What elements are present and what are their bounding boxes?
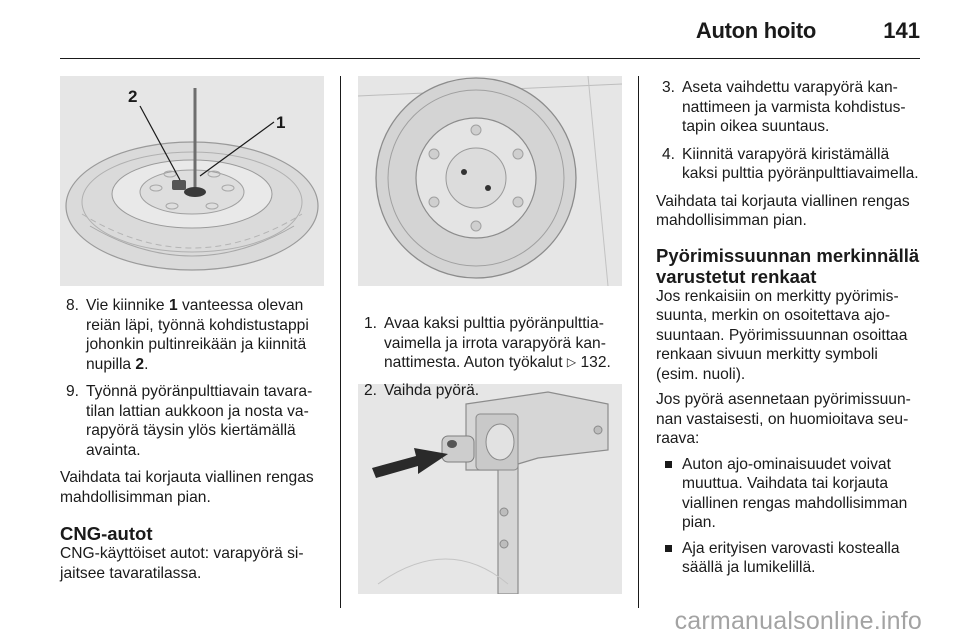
section-title: Auton hoito	[695, 18, 816, 43]
caution-item: Aja erityisen varovasti kostealla säällä ja lumikelillä.	[656, 539, 920, 578]
page-number: 141	[883, 18, 920, 43]
column-3-text	[656, 78, 920, 584]
bullet-icon	[665, 545, 672, 552]
steps-list-2	[358, 314, 624, 400]
callout-1: 1	[276, 113, 286, 132]
column-1-text	[60, 296, 326, 583]
steps-list-1	[60, 296, 326, 460]
spare-wheel-in-holder-illustration	[358, 76, 622, 286]
step-8: 8. Vie kiinnike 1 vanteessa olevan reiän läpi, työnnä kohdistustappi johonkin pultinreikään ja kiinnitä nupilla 2.	[66, 297, 309, 373]
page-header	[60, 0, 920, 59]
column-divider-2	[638, 76, 639, 608]
repair-note-2: Vaihdata tai korjauta viallinen rengas mahdollisimman pian.	[656, 192, 910, 229]
reverse-mount-text: Jos pyörä asennetaan pyörimissuunnan vastaisesti, on huomioitava seuraava:	[656, 391, 911, 447]
steps-list-3	[656, 78, 920, 184]
repair-note: Vaihdata tai korjauta viallinen rengas mahdollisimman pian.	[60, 469, 314, 506]
watermark: carmanualsonline.info	[674, 607, 922, 635]
cng-text: CNG-käyttöiset autot: varapyörä sijaitsee tavaratilassa.	[60, 545, 304, 582]
page-reference-link[interactable]: 132.	[576, 354, 611, 371]
step-3: 3. Aseta vaihdettu varapyörä kannattimeen ja varmista kohdistustapin oikea suuntaus.	[662, 79, 906, 135]
spare-wheel-bolt-illustration	[60, 76, 324, 286]
cng-heading: CNG-autot	[60, 523, 153, 544]
direction-text: Jos renkaisiin on merkitty pyörimissuunta, merkin on osoitettava ajosuuntaan. Pyörimissuunnan osoittaa renkaan sivuun merkitty symboli (esim. nuoli).	[656, 287, 908, 383]
callout-2: 2	[128, 87, 138, 106]
wheel-holder-arrow-illustration	[358, 384, 622, 594]
column-divider-1	[340, 76, 341, 608]
step-1: 1. Avaa kaksi pulttia pyöränpulttiavaimella ja irrota varapyörä kannattimesta. Auton työkalut ▷ 132.	[364, 315, 611, 371]
step-2: 2. Vaihda pyörä.	[364, 381, 480, 399]
step-4: 4. Kiinnitä varapyörä kiristämällä kaksi pulttia pyöränpulttiavaimella.	[662, 145, 919, 182]
step-9: 9. Työnnä pyöränpulttiavain tavaratilan lattian aukkoon ja nosta varapyörä täysin ylös kiertämällä avainta.	[66, 383, 313, 459]
directional-tyres-heading: Pyörimissuunnan merkinnällä varustetut renkaat	[656, 244, 920, 287]
bullet-icon	[665, 461, 672, 468]
caution-list	[656, 455, 920, 578]
right-pointer-icon: ▷	[566, 355, 577, 369]
caution-item: Auton ajo-ominaisuudet voivat muuttua. Vaihdata tai korjauta viallinen rengas mahdollisimman pian.	[656, 455, 920, 533]
column-2-text	[358, 314, 624, 408]
